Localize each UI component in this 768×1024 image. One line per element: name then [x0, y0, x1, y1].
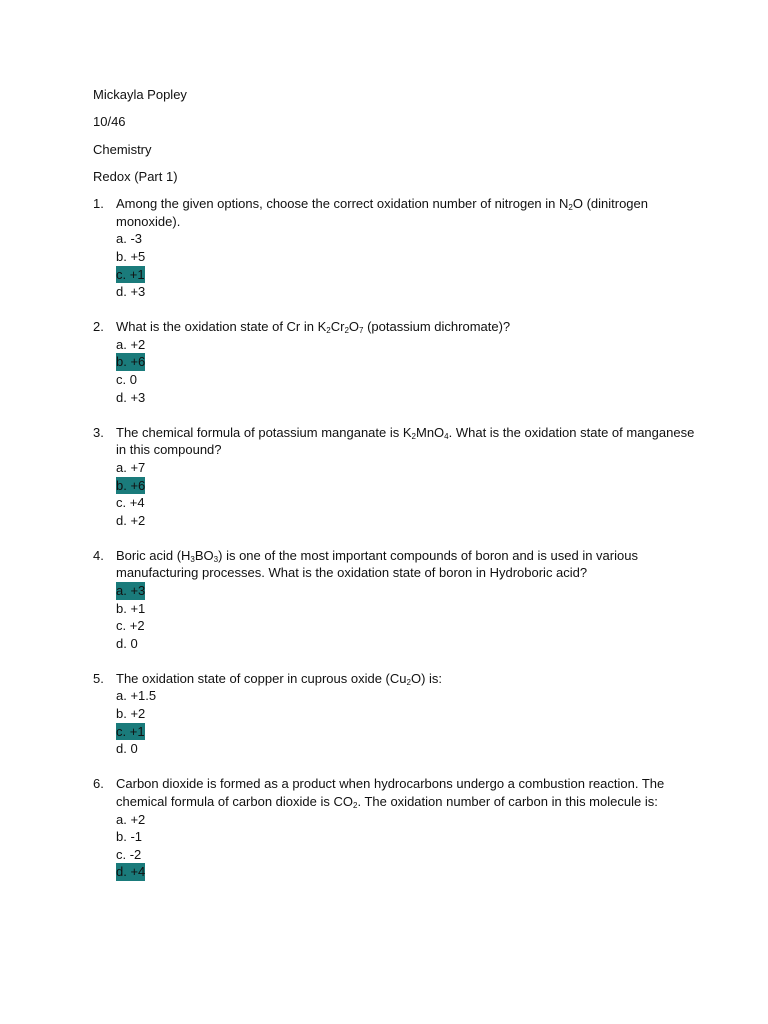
- question-item: [93, 195, 703, 301]
- answer-option-label: b. +5: [116, 248, 146, 264]
- answer-option-correct: [116, 582, 703, 600]
- question-text-segment: BO: [194, 547, 214, 563]
- question-text-segment: . What is the oxidation state of manganese in this compound?: [116, 424, 695, 458]
- answer-option: [116, 617, 703, 635]
- answer-option: [116, 248, 703, 266]
- question-text: [116, 547, 703, 582]
- answer-option: [116, 336, 703, 354]
- subscript: 2: [568, 203, 573, 213]
- answer-option-label: b. -1: [116, 829, 143, 845]
- answer-option: [116, 687, 703, 705]
- subscript: 2: [344, 326, 349, 336]
- answer-option-label: d. 0: [116, 635, 138, 651]
- answer-option-correct: [116, 477, 703, 495]
- answer-option: [116, 846, 703, 864]
- answer-option: [116, 705, 703, 723]
- question-text-segment: O (dinitrogen monoxide).: [116, 196, 648, 229]
- question-text-segment: MnO: [415, 424, 445, 440]
- subscript: 4: [444, 431, 449, 441]
- question-text-segment: ) is one of the most important compounds of boron and is used in various manufacturing processes. What is the oxidation state of boron in Hydroboric acid?: [116, 547, 638, 581]
- question-item: [93, 424, 703, 530]
- answer-option: [116, 230, 703, 248]
- answer-option-label: a. -3: [116, 231, 143, 247]
- answer-option: [116, 635, 703, 653]
- answer-option-label: a. +1.5: [116, 688, 157, 704]
- subscript: 2: [326, 326, 331, 336]
- subscript: 3: [213, 554, 219, 564]
- question-text-segment: The oxidation state of copper in cuprous oxide (Cu: [116, 670, 407, 686]
- question-text-segment: O) is:: [410, 670, 443, 686]
- question-number: 3.: [93, 424, 104, 440]
- question-text-segment: O: [348, 319, 360, 335]
- answer-option: [116, 811, 703, 829]
- question-text-segment: What is the oxidation state of Cr in K: [116, 319, 327, 335]
- subscript: 2: [411, 431, 416, 441]
- author-name: Mickayla Popley: [93, 87, 187, 102]
- question-text: [116, 670, 703, 688]
- answer-option-label: b. +6: [116, 477, 146, 493]
- question-text: [116, 318, 703, 336]
- question-number: 4.: [93, 547, 104, 563]
- answer-option-correct: [116, 863, 703, 881]
- subscript: 7: [359, 326, 364, 336]
- document-page: [93, 86, 703, 898]
- answer-option-label: a. +7: [116, 459, 146, 475]
- answer-option: [116, 283, 703, 301]
- question-item: [93, 775, 703, 881]
- question-text-segment: The chemical formula of potassium manganate is K: [116, 424, 412, 440]
- question-item: [93, 318, 703, 406]
- answer-option-label: b. +2: [116, 706, 146, 722]
- answer-option-label: b. +6: [116, 354, 146, 370]
- answer-option-label: c. +1: [116, 266, 145, 282]
- answer-option-label: c. +4: [116, 495, 145, 511]
- document-title: Redox (Part 1): [93, 168, 178, 184]
- subscript: 3: [190, 554, 195, 564]
- question-number: 5.: [93, 670, 104, 686]
- answer-option: [116, 494, 703, 512]
- question-text-segment: Boric acid (H: [116, 547, 191, 563]
- subscript: 2: [406, 677, 411, 687]
- answer-option-correct: [116, 353, 703, 371]
- answer-option-label: a. +3: [116, 582, 146, 598]
- answer-option-label: d. +2: [116, 512, 146, 528]
- question-number: 6.: [93, 776, 104, 792]
- answer-option-label: c. -2: [116, 846, 142, 862]
- answer-option-label: d. +4: [116, 864, 146, 880]
- question-text-segment: Cr: [330, 319, 345, 335]
- question-item: [93, 547, 703, 653]
- question-number: 2.: [93, 319, 104, 335]
- subject-line: Chemistry: [93, 141, 152, 157]
- question-text-segment: (potassium dichromate)?: [363, 319, 511, 335]
- answer-option: [116, 389, 703, 407]
- answer-option-label: c. +2: [116, 618, 145, 634]
- answer-option-label: d. +3: [116, 389, 146, 405]
- question-text-segment: Carbon dioxide is formed as a product when hydrocarbons undergo a combustion reaction. The chemical formula of carbon dioxide is CO: [116, 776, 665, 809]
- answer-option-label: c. +1: [116, 723, 145, 739]
- answer-option-label: a. +2: [116, 336, 146, 352]
- answer-option: [116, 459, 703, 477]
- answer-option-label: d. +3: [116, 284, 146, 300]
- answer-option-label: b. +1: [116, 600, 146, 616]
- answer-option: [116, 600, 703, 618]
- answer-option: [116, 371, 703, 389]
- question-item: [93, 670, 703, 758]
- question-text: [116, 775, 703, 810]
- answer-option-correct: [116, 266, 703, 284]
- document-date: 10/46: [93, 114, 126, 130]
- answer-option-label: a. +2: [116, 811, 146, 827]
- answer-option: [116, 828, 703, 846]
- answer-option-label: d. 0: [116, 741, 138, 757]
- question-list: [93, 195, 703, 881]
- answer-option-label: c. 0: [116, 372, 137, 388]
- subscript: 2: [353, 800, 358, 810]
- question-text: [116, 195, 703, 230]
- answer-option: [116, 740, 703, 758]
- question-text-segment: Among the given options, choose the correct oxidation number of nitrogen in N: [116, 196, 569, 212]
- question-number: 1.: [93, 196, 104, 212]
- question-text: [116, 424, 703, 459]
- question-text-segment: . The oxidation number of carbon in this molecule is:: [357, 793, 658, 809]
- answer-option-correct: [116, 723, 703, 741]
- answer-option: [116, 512, 703, 530]
